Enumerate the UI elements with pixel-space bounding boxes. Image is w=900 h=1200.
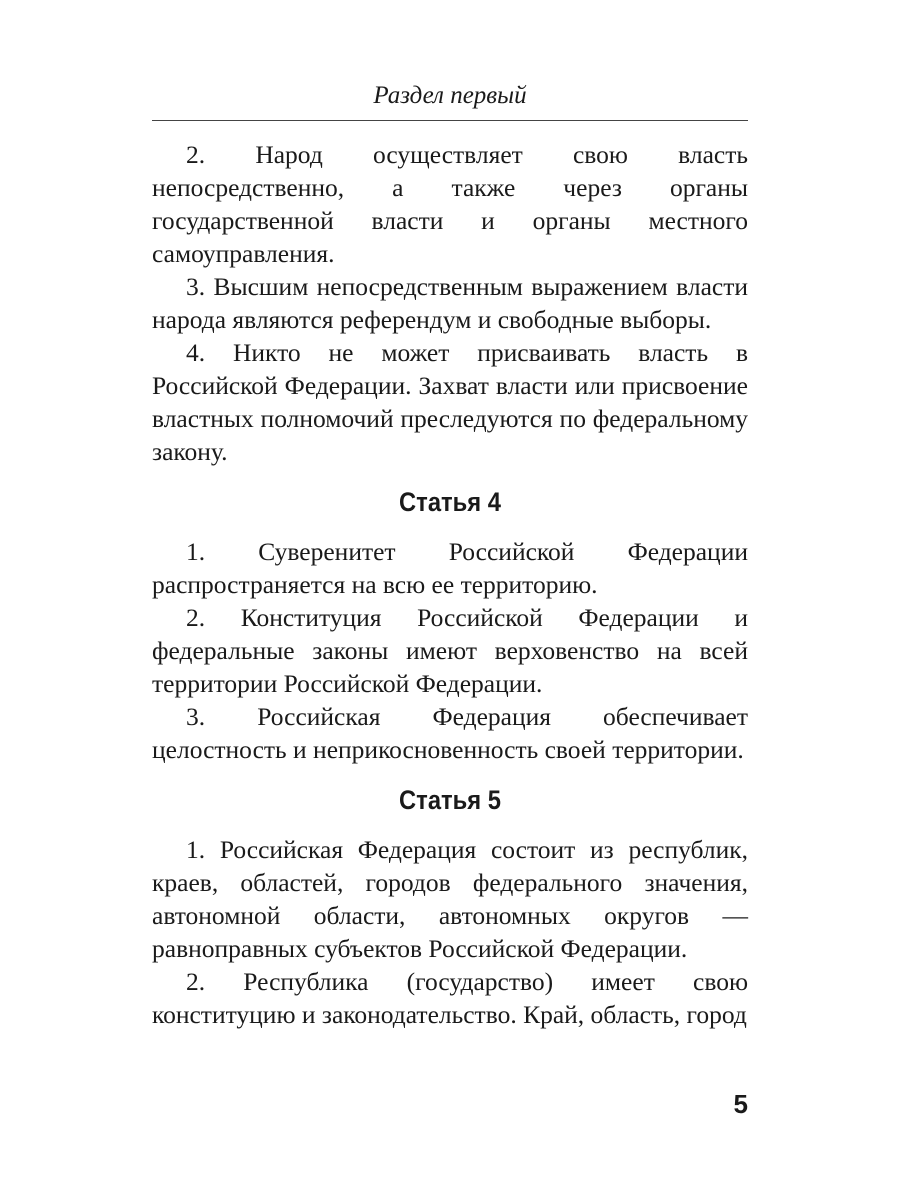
page-body [152,138,748,1031]
article3-paragraph-4: 4. Никто не может присваивать власть в Российской Федерации. Захват власти или присвоение властных полномочий преследуются по федеральному закону. [152,338,748,466]
article5-paragraph-1: 1. Российская Федерация состоит из республик, краев, областей, городов федерального значения, автономной области, автономных округов — равноправных субъектов Российской Федерации. [152,835,748,963]
book-page [152,0,748,1200]
article4-heading: Статья 4 [399,487,501,517]
article5-paragraph-2: 2. Республика (государство) имеет свою конституцию и законодательство. Край, область, город [152,967,748,1029]
article3-paragraph-3: 3. Высшим непосредственным выражением власти народа являются референдум и свободные выборы. [152,272,748,334]
running-head: Раздел первый [373,82,527,109]
article4-paragraph-1: 1. Суверенитет Российской Федерации распространяется на всю ее территорию. [152,537,748,599]
article5-heading: Статья 5 [399,785,501,815]
header-rule [152,120,748,121]
page-number: 5 [733,1089,748,1119]
article4-paragraph-3: 3. Российская Федерация обеспечивает целостность и неприкосновенность своей территории. [152,702,748,764]
article4-paragraph-2: 2. Конституция Российской Федерации и федеральные законы имеют верховенство на всей территории Российской Федерации. [152,603,748,698]
article3-paragraph-2: 2. Народ осуществляет свою власть непосредственно, а также через органы государственной власти и органы местного самоуправления. [152,140,748,268]
